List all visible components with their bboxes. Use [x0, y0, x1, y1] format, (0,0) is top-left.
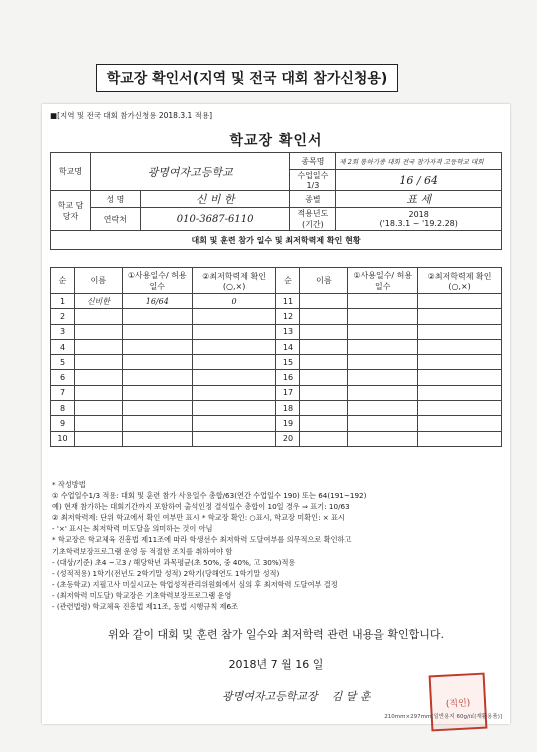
- instruction-line: 기초학력보장프로그램 운영 등 적절한 조치를 취하여야 함: [52, 546, 233, 556]
- row-days: [122, 339, 192, 354]
- row-num: 17: [276, 385, 300, 400]
- table-row: [51, 385, 502, 400]
- school-name-value: 광명여자고등학교: [90, 153, 290, 191]
- row-days: [122, 431, 192, 446]
- row-num: 5: [51, 355, 75, 370]
- row-num: 15: [276, 355, 300, 370]
- form-subnote: ■[지역 및 전국 대회 참가신청용 2018.3.1 적용]: [50, 111, 213, 120]
- row-days: [122, 416, 192, 431]
- row-confirm: [192, 416, 276, 431]
- date-line: 2018년 7 월 16 일: [228, 658, 324, 671]
- row-num: 6: [51, 370, 75, 385]
- row-days: [348, 324, 418, 339]
- confirmation-form-sheet: [42, 104, 510, 724]
- row-confirm: [192, 324, 276, 339]
- instruction-line: ② 최저학력제: 단위 학교에서 확인 여부만 표시 * 학교장 확인: ○표시, 학교장 미확인: × 표시: [52, 513, 345, 523]
- row-name: [74, 416, 122, 431]
- row-confirm: 0: [192, 294, 276, 309]
- signer-school: 광명여자고등학교장: [222, 690, 318, 703]
- row-num: 10: [51, 431, 75, 446]
- name-value: 신 비 한: [140, 191, 290, 208]
- row-name: [300, 431, 348, 446]
- row-days: [122, 324, 192, 339]
- form-title: 학교장 확인서: [229, 133, 323, 149]
- period-year: 2018: [408, 210, 429, 219]
- row-confirm: [418, 431, 502, 446]
- type-value: 표 세: [336, 191, 502, 208]
- participation-grid: [50, 267, 502, 447]
- row-confirm: [192, 431, 276, 446]
- row-num: 1: [51, 294, 75, 309]
- row-confirm: [418, 385, 502, 400]
- grid-header-name: 이름: [300, 268, 348, 294]
- row-name: [74, 401, 122, 416]
- row-confirm: [418, 309, 502, 324]
- row-days: [348, 416, 418, 431]
- row-days: [348, 385, 418, 400]
- instruction-line: - (성적적용) 1학기(전년도 2학기말 성적) 2학기(당해연도 1학기말 성적): [52, 568, 280, 578]
- row-confirm: [192, 370, 276, 385]
- row-num: 19: [276, 416, 300, 431]
- row-name: [300, 339, 348, 354]
- type-label: 종별: [290, 191, 336, 208]
- row-days: [122, 401, 192, 416]
- table-row: [51, 370, 502, 385]
- row-name: [74, 339, 122, 354]
- official-seal-stamp: (직인): [429, 673, 488, 732]
- signer-name: 김 달 훈: [331, 690, 371, 703]
- row-num: 20: [276, 431, 300, 446]
- row-days: 16/64: [122, 294, 192, 309]
- grid-header-name: 이름: [74, 268, 122, 294]
- row-days: [122, 370, 192, 385]
- table-row: [51, 294, 502, 309]
- grid-header-confirm: ②최저학력제 확인(○,×): [418, 268, 502, 294]
- row-days: [348, 339, 418, 354]
- row-name: [300, 294, 348, 309]
- row-num: 3: [51, 324, 75, 339]
- row-num: 16: [276, 370, 300, 385]
- row-confirm: [418, 339, 502, 354]
- contact-label: 연락처: [90, 208, 140, 231]
- attendance-sub: 1/3: [306, 181, 320, 190]
- instruction-line: - (초등학교) 지필고사 미실시교는 학업성적관리위원회에서 심의 후 최저학력 도달여부 결정: [52, 579, 338, 589]
- row-num: 14: [276, 339, 300, 354]
- period-value-cell: [336, 208, 502, 231]
- grid-header-num: 순: [276, 268, 300, 294]
- row-name: [300, 416, 348, 431]
- instruction-line: - (대상/기준) 초4 ~고3 / 해당학년 과목평균(초 50%, 중 40%, 고 30%)적용: [52, 557, 296, 567]
- instruction-line: - (관련법령) 학교체육 진흥법 제11조, 동법 시행규칙 제6조: [52, 602, 239, 612]
- grid-header-confirm: ②최저학력제 확인(○,×): [192, 268, 276, 294]
- grid-header-num: 순: [51, 268, 75, 294]
- row-confirm: [418, 370, 502, 385]
- row-name: [74, 370, 122, 385]
- row-name: [300, 355, 348, 370]
- confirmation-statement: 위와 같이 대회 및 훈련 참가 일수와 최저학력 관련 내용을 확인합니다.: [108, 628, 444, 641]
- instruction-line: * 학교장은 학교체육 진흥법 제11조에 따라 학생선수 최저학력 도달여부를 의무적으로 확인하고: [52, 535, 352, 545]
- event-label: 종목명: [290, 153, 336, 170]
- row-name: [74, 385, 122, 400]
- row-name: [300, 401, 348, 416]
- section-title: 대회 및 훈련 참가 일수 및 최저학력제 확인 현황: [51, 231, 502, 250]
- attendance-label-cell: [290, 170, 336, 191]
- row-num: 7: [51, 385, 75, 400]
- row-name: [74, 309, 122, 324]
- signature-line: [222, 688, 371, 704]
- instruction-line: ① 수업일수1/3 적용: 대회 및 훈련 참가 사용일수 총합/63(연간 수업일수 190) 또는 64(191~192): [52, 491, 367, 501]
- row-days: [122, 309, 192, 324]
- school-label: 학교명: [51, 153, 91, 191]
- instruction-line: * 작성방법: [52, 480, 86, 489]
- instruction-line: - '×' 표시는 최저학력 미도달을 의미하는 것이 아님: [52, 524, 213, 534]
- row-num: 2: [51, 309, 75, 324]
- table-row: [51, 339, 502, 354]
- document-banner: 학교장 확인서(지역 및 전국 대회 참가신청용): [96, 64, 398, 92]
- row-num: 9: [51, 416, 75, 431]
- grid-header-days: ①사용일수/ 허용일수: [122, 268, 192, 294]
- row-name: [74, 431, 122, 446]
- table-row: [51, 431, 502, 446]
- row-name: [300, 309, 348, 324]
- grid-header-days: ①사용일수/ 허용일수: [348, 268, 418, 294]
- row-days: [348, 309, 418, 324]
- event-value: 제 2회 통하기종 대회 전국 참가자격 고등학교 대회: [336, 153, 502, 170]
- table-row: [51, 324, 502, 339]
- row-num: 18: [276, 401, 300, 416]
- row-confirm: [418, 355, 502, 370]
- row-num: 8: [51, 401, 75, 416]
- row-num: 13: [276, 324, 300, 339]
- row-name: 신비한: [74, 294, 122, 309]
- row-days: [122, 355, 192, 370]
- instruction-line: - (최저학력 미도달) 학교장은 기초학력보장프로그램 운영: [52, 590, 232, 600]
- attendance-value: 16 / 64: [336, 170, 502, 191]
- row-days: [348, 355, 418, 370]
- row-days: [348, 401, 418, 416]
- row-num: 12: [276, 309, 300, 324]
- table-row: [51, 309, 502, 324]
- instructions-block: [52, 479, 500, 612]
- table-row: [51, 416, 502, 431]
- row-num: 11: [276, 294, 300, 309]
- row-num: 4: [51, 339, 75, 354]
- row-days: [348, 294, 418, 309]
- row-confirm: [192, 309, 276, 324]
- row-confirm: [192, 339, 276, 354]
- row-confirm: [418, 324, 502, 339]
- instruction-line: 예) 현재 참가하는 대회기간까지 포함하여 출석인정 결석일수 총합이 10일 경우 ⇒ 표기: 10/63: [52, 502, 350, 512]
- contact-value: 010-3687-6110: [140, 208, 290, 231]
- row-name: [300, 385, 348, 400]
- name-label: 성 명: [90, 191, 140, 208]
- period-label: 적용년도 (기간): [290, 208, 336, 231]
- paper-spec-footer: 210mm×297mm[일반용지 60g/㎡(재활용품)]: [384, 714, 502, 720]
- row-confirm: [192, 355, 276, 370]
- row-name: [74, 355, 122, 370]
- attendance-label: 수업일수: [297, 171, 329, 180]
- row-name: [300, 370, 348, 385]
- row-confirm: [418, 401, 502, 416]
- row-name: [74, 324, 122, 339]
- row-days: [122, 385, 192, 400]
- table-row: [51, 355, 502, 370]
- school-info-table: [50, 152, 502, 250]
- period-range: ('18.3.1 ~ '19.2.28): [379, 219, 458, 228]
- row-confirm: [418, 294, 502, 309]
- row-name: [300, 324, 348, 339]
- grid-body: [51, 294, 502, 447]
- table-row: [51, 401, 502, 416]
- person-label: 학교 담당자: [51, 191, 91, 231]
- row-confirm: [418, 416, 502, 431]
- row-confirm: [192, 401, 276, 416]
- row-days: [348, 370, 418, 385]
- row-confirm: [192, 385, 276, 400]
- row-days: [348, 431, 418, 446]
